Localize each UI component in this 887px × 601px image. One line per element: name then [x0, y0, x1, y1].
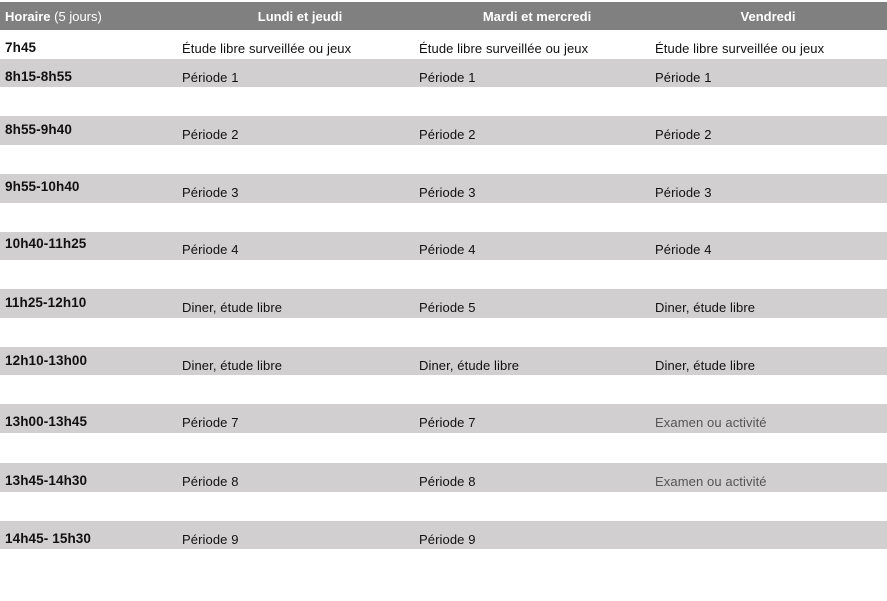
row-time: 7h45 — [5, 40, 37, 55]
header-col-monday-thursday: Lundi et jeudi — [257, 9, 343, 24]
row-cell-col1: Diner, étude libre — [182, 358, 283, 373]
row-cell-col3: Examen ou activité — [655, 474, 767, 489]
header-time-sub: (5 jours) — [54, 9, 102, 24]
row-cell-col2: Période 9 — [419, 532, 476, 547]
row-cell-col2: Étude libre surveillée ou jeux — [419, 41, 589, 56]
row-cell-col1: Période 1 — [182, 70, 239, 85]
row-time: 11h25-12h10 — [5, 295, 87, 310]
table-header — [0, 2, 887, 30]
header-time — [5, 2, 102, 30]
row-cell-col3: Diner, étude libre — [655, 358, 756, 373]
row-cell-col2: Période 5 — [419, 300, 476, 315]
row-time: 13h45-14h30 — [5, 473, 88, 488]
row-cell-col1: Période 3 — [182, 185, 239, 200]
row-cell-col2: Période 8 — [419, 474, 476, 489]
row-time: 13h00-13h45 — [5, 414, 88, 429]
row-time: 10h40-11h25 — [5, 236, 87, 251]
row-cell-col1: Période 8 — [182, 474, 239, 489]
row-time: 8h15-8h55 — [5, 69, 72, 84]
row-cell-col2: Période 4 — [419, 242, 476, 257]
row-cell-col3: Période 2 — [655, 127, 712, 142]
row-cell-col3: Période 4 — [655, 242, 712, 257]
row-cell-col1: Période 9 — [182, 532, 239, 547]
row-time: 14h45- 15h30 — [5, 531, 92, 546]
header-col-friday: Vendredi — [740, 9, 796, 24]
row-cell-col3: Diner, étude libre — [655, 300, 756, 315]
row-time: 8h55-9h40 — [5, 122, 72, 137]
header-time-label: Horaire — [5, 9, 51, 24]
row-cell-col1: Étude libre surveillée ou jeux — [182, 41, 352, 56]
row-cell-col3: Période 1 — [655, 70, 712, 85]
row-cell-col1: Période 2 — [182, 127, 239, 142]
row-cell-col2: Période 3 — [419, 185, 476, 200]
row-cell-col2: Période 1 — [419, 70, 476, 85]
row-cell-col3: Examen ou activité — [655, 415, 767, 430]
row-time: 12h10-13h00 — [5, 353, 88, 368]
header-col-tuesday-wednesday: Mardi et mercredi — [482, 9, 592, 24]
row-cell-col2: Diner, étude libre — [419, 358, 520, 373]
row-cell-col1: Diner, étude libre — [182, 300, 283, 315]
row-cell-col1: Période 7 — [182, 415, 239, 430]
row-time: 9h55-10h40 — [5, 179, 80, 194]
row-cell-col3: Étude libre surveillée ou jeux — [655, 41, 825, 56]
row-cell-col2: Période 7 — [419, 415, 476, 430]
row-cell-col1: Période 4 — [182, 242, 239, 257]
row-cell-col2: Période 2 — [419, 127, 476, 142]
row-cell-col3: Période 3 — [655, 185, 712, 200]
